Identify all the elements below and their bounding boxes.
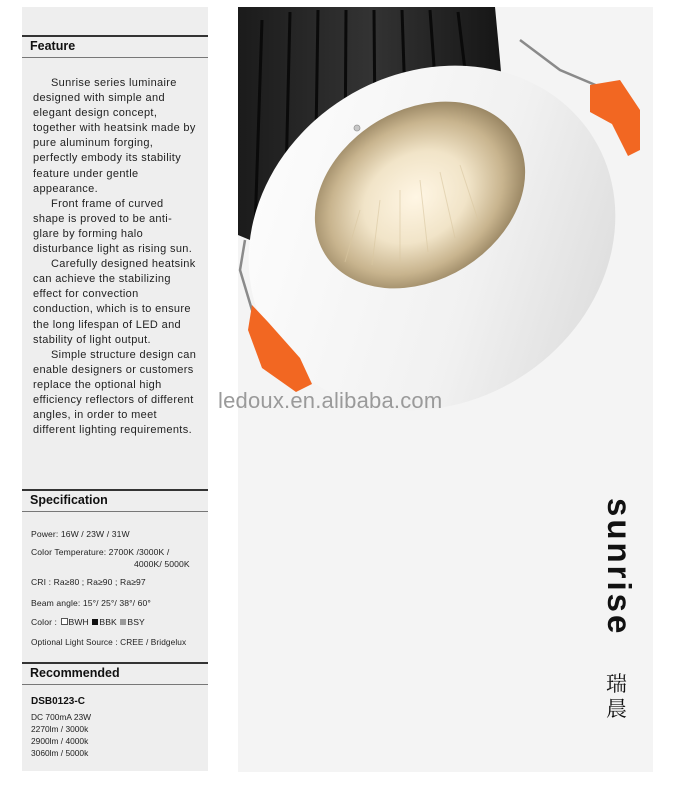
brand-chinese-char: 瑞 <box>606 672 627 696</box>
recommended-line: 2900lm / 4000k <box>31 736 89 746</box>
spec-light-source: Optional Light Source : CREE / Bridgelux <box>31 637 187 647</box>
recommended-model: DSB0123-C <box>31 696 85 707</box>
feature-heading: Feature <box>30 39 76 53</box>
spec-cri: CRI : Ra≥80 ; Ra≥90 ; Ra≥97 <box>31 577 146 587</box>
recommended-heading: Recommended <box>30 666 120 680</box>
recommended-line: 3060lm / 5000k <box>31 748 89 758</box>
feature-paragraph: Sunrise series luminaire designed with simple and elegant design concept, together with heatsink made by pure aluminum forging, perfectly embody its stability feature under gentle appearance. <box>33 77 196 195</box>
specification-heading: Specification <box>30 493 108 507</box>
spec-beam-angle: Beam angle: 15°/ 25°/ 38°/ 60° <box>31 598 151 608</box>
feature-paragraph: Front frame of curved shape is proved to be anti-glare by forming halo disturbance light as rising sun. <box>33 197 193 256</box>
watermark: ledoux.en.alibaba.com <box>218 388 443 413</box>
recommended-line: 2270lm / 3000k <box>31 724 89 734</box>
spec-color-temperature-line2: 4000K/ 5000K <box>134 559 190 569</box>
brand-chinese-char: 晨 <box>606 697 627 721</box>
feature-paragraph: Carefully designed heatsink can achieve the stabilizing effect for convection conduction, which is to ensure the long lifespan of LED and stability of light output. <box>33 258 196 346</box>
spec-color-temperature-line1: Color Temperature: 2700K /3000K / <box>31 547 170 557</box>
brand-logo <box>598 498 642 668</box>
spec-color-label: Color : <box>31 617 58 627</box>
color-option-bbk: BBK <box>99 617 117 627</box>
feature-paragraph: Simple structure design can enable designers or customers replace the optional high efficiency reflectors of different angles, in order to meet different lighting requirements. <box>33 348 197 437</box>
recommended-line: DC 700mA 23W <box>31 712 92 722</box>
color-option-bsy: BSY <box>127 617 145 627</box>
brand-name: sunrise <box>601 498 638 637</box>
brand-chinese <box>606 672 632 722</box>
color-option-bwh: BWH <box>68 617 89 627</box>
spec-power: Power: 16W / 23W / 31W <box>31 529 130 539</box>
